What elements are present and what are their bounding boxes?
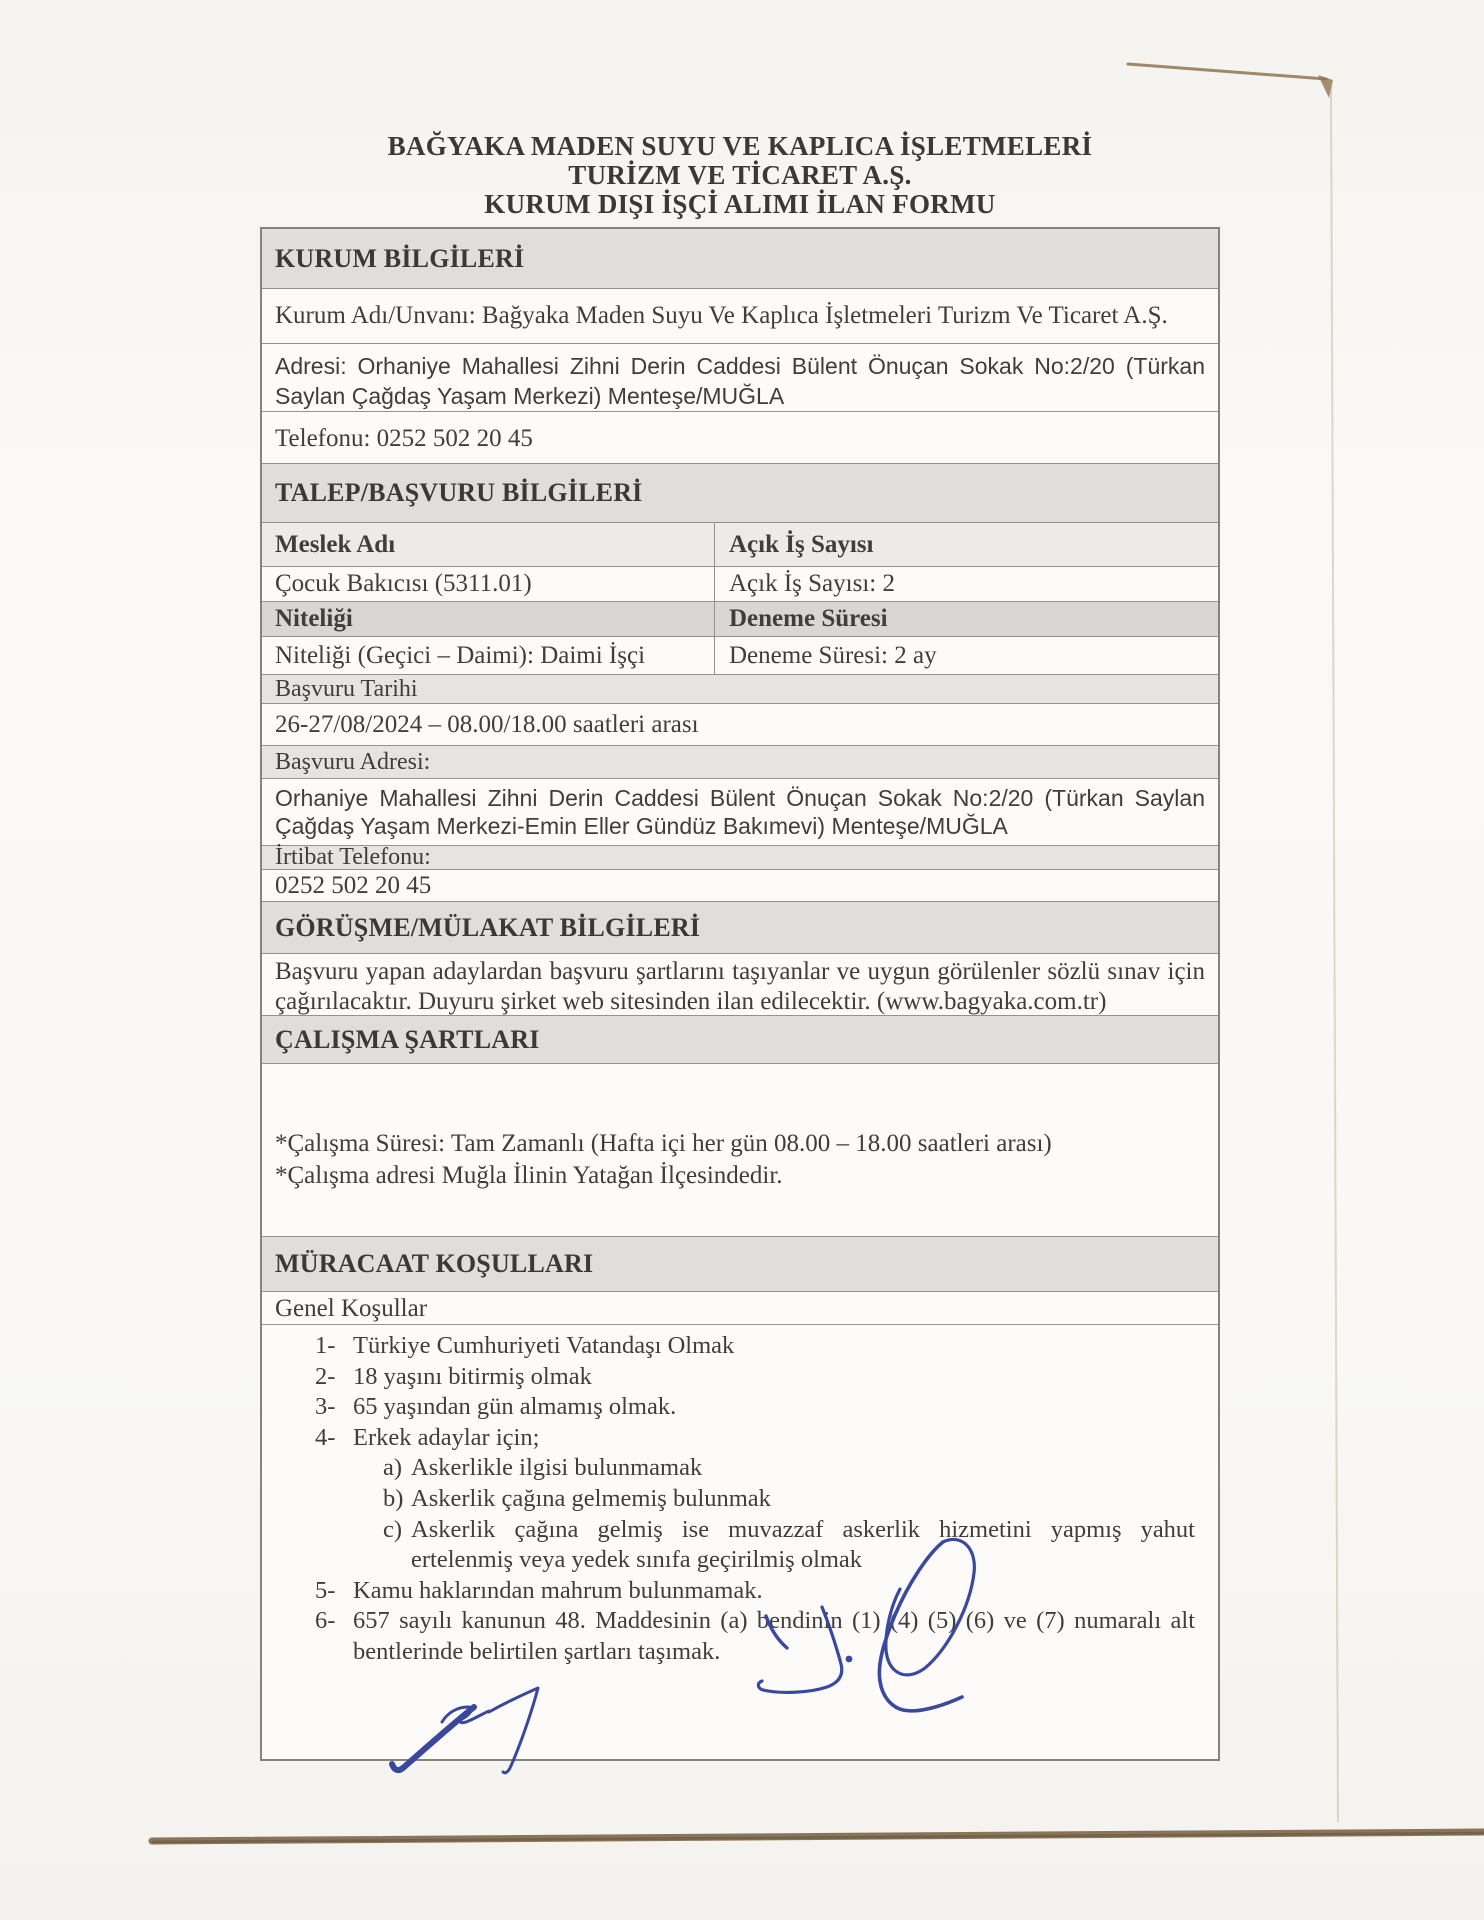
item-text: Kamu haklarından mahrum bulunmamak. xyxy=(353,1576,763,1604)
grid-header-row-1 xyxy=(262,523,1218,567)
paper-edge-bottom xyxy=(152,1832,1484,1842)
document-title xyxy=(240,132,1240,219)
subitem-text: Askerlik çağına gelmiş ise muvazzaf askerlik hizmetini yapmış yahut ertelenmiş veya yedek sınıfa geçirilmiş olmak xyxy=(411,1515,1195,1574)
basvuru-adresi-value-row xyxy=(262,779,1218,846)
title-line-2: TURİZM VE TİCARET A.Ş. xyxy=(568,160,912,190)
paper-edge-right xyxy=(1331,84,1338,1822)
kurum-address-row xyxy=(262,344,1218,412)
calisma-body-row xyxy=(262,1064,1218,1237)
basvuru-tarihi-value: 26-27/08/2024 – 08.00/18.00 saatleri arası xyxy=(275,710,699,738)
irtibat-telefonu-value: 0252 502 20 45 xyxy=(275,871,432,899)
acik-is-value-cell: Açık İş Sayısı: 2 xyxy=(714,567,1218,601)
section-header-talep-basvuru xyxy=(262,464,1218,523)
section-header-gorusme-mulakat xyxy=(262,902,1218,954)
item-number: 2- xyxy=(315,1362,336,1390)
basvuru-tarihi-label: Başvuru Tarihi xyxy=(275,675,418,702)
gorusme-body-text: Başvuru yapan adaylardan başvuru şartlarını taşıyanlar ve uygun görülenler sözlü sınav için çağırılacaktır. Duyuru şirket web sitesinden ilan edilecektir. (www.bagyaka.com.tr) xyxy=(275,958,1205,1015)
basvuru-tarihi-label-row xyxy=(262,675,1218,704)
item-text: 65 yaşından gün almamış olmak. xyxy=(353,1393,677,1421)
item-number: 3- xyxy=(315,1393,336,1421)
kurum-name-value: Kurum Adı/Unvanı: Bağyaka Maden Suyu Ve Kaplıca İşletmeleri Turizm Ve Ticaret A.Ş. xyxy=(275,302,1168,329)
acik-is-header-cell: Açık İş Sayısı xyxy=(714,523,1218,566)
irtibat-telefonu-value-row xyxy=(262,870,1218,902)
section-header-kurum-bilgileri xyxy=(262,229,1218,289)
item-number: 4- xyxy=(315,1423,336,1451)
section-title: GÖRÜŞME/MÜLAKAT BİLGİLERİ xyxy=(275,912,701,942)
list-item xyxy=(315,1392,1197,1423)
list-subitem xyxy=(383,1453,1197,1484)
section-title: KURUM BİLGİLERİ xyxy=(275,243,525,273)
kurum-address-value: Adresi: Orhaniye Mahallesi Zihni Derin Caddesi Bülent Önuçan Sokak No:2/20 (Türkan Saylan Çağdaş Yaşam Merkezi) Menteşe/MUĞLA xyxy=(275,353,1205,409)
list-item xyxy=(315,1423,1197,1454)
deneme-suresi-header-cell: Deneme Süresi xyxy=(714,602,1218,636)
grid-value-row-1 xyxy=(262,567,1218,602)
calisma-suresi-line: *Çalışma Süresi: Tam Zamanlı (Hafta içi her gün 08.00 – 18.00 saatleri arası) xyxy=(275,1130,1052,1157)
niteligi-value-cell: Niteliği (Geçici – Daimi): Daimi İşçi xyxy=(275,641,646,669)
list-item xyxy=(315,1362,1197,1393)
kurum-phone-value: Telefonu: 0252 502 20 45 xyxy=(275,425,533,452)
subitem-letter: c) xyxy=(383,1515,403,1543)
basvuru-adresi-label: Başvuru Adresi: xyxy=(275,748,431,775)
basvuru-tarihi-value-row xyxy=(262,704,1218,746)
genel-kosullar-label: Genel Koşullar xyxy=(275,1295,428,1322)
item-text: Türkiye Cumhuriyeti Vatandaşı Olmak xyxy=(353,1332,735,1359)
deneme-suresi-value-cell: Deneme Süresi: 2 ay xyxy=(714,637,1218,674)
kurum-name-row xyxy=(262,289,1218,344)
meslek-adi-header-cell: Meslek Adı xyxy=(262,523,714,566)
list-subitem xyxy=(383,1515,1197,1576)
kurum-phone-row xyxy=(262,412,1218,464)
subitem-letter: b) xyxy=(383,1484,404,1512)
item-number: 5- xyxy=(315,1576,336,1604)
meslek-adi-value-cell: Çocuk Bakıcısı (5311.01) xyxy=(275,570,532,597)
genel-kosullar-row xyxy=(262,1292,1218,1325)
grid-value-row-2 xyxy=(262,637,1218,675)
list-item xyxy=(315,1576,1197,1607)
item-text: Erkek adaylar için; xyxy=(353,1423,540,1451)
basvuru-adresi-label-row xyxy=(262,746,1218,779)
gorusme-body-row xyxy=(262,954,1218,1016)
list-item xyxy=(315,1331,1197,1362)
conditions-list xyxy=(275,1325,1205,1668)
item-number: 1- xyxy=(315,1332,336,1359)
title-line-1: BAĞYAKA MADEN SUYU VE KAPLICA İŞLETMELERİ xyxy=(387,131,1093,161)
subitem-letter: a) xyxy=(383,1454,403,1482)
subitem-text: Askerlikle ilgisi bulunmamak xyxy=(411,1454,703,1482)
grid-header-row-2 xyxy=(262,602,1218,637)
list-subitem xyxy=(383,1484,1197,1515)
item-text: 18 yaşını bitirmiş olmak xyxy=(353,1362,592,1390)
item-text: 657 sayılı kanunun 48. Maddesinin (a) bendinin (1) (4) (5) (6) ve (7) numaralı alt bentlerinde belirtilen şartları taşımak. xyxy=(353,1607,1195,1665)
item-number: 6- xyxy=(315,1607,336,1635)
irtibat-telefonu-label: İrtibat Telefonu: xyxy=(275,844,431,870)
irtibat-telefonu-label-row xyxy=(262,846,1218,870)
section-header-calisma-sartlari xyxy=(262,1016,1218,1064)
subitem-text: Askerlik çağına gelmemiş bulunmak xyxy=(411,1484,771,1512)
section-title: TALEP/BAŞVURU BİLGİLERİ xyxy=(275,478,643,507)
paper-corner-mark xyxy=(1128,64,1333,98)
form-table xyxy=(260,227,1220,1761)
calisma-adresi-line: *Çalışma adresi Muğla İlinin Yatağan İlçesindedir. xyxy=(275,1162,783,1189)
section-title: MÜRACAAT KOŞULLARI xyxy=(275,1249,594,1278)
list-item xyxy=(315,1606,1197,1667)
section-title: ÇALIŞMA ŞARTLARI xyxy=(275,1024,540,1054)
niteligi-header-cell: Niteliği xyxy=(262,602,714,636)
basvuru-adresi-value: Orhaniye Mahallesi Zihni Derin Caddesi Bülent Önuçan Sokak No:2/20 (Türkan Saylan Çağdaş Yaşam Merkezi-Emin Eller Gündüz Bakımevi) Menteşe/MUĞLA xyxy=(275,785,1205,839)
section-header-muracaat-kosullari xyxy=(262,1237,1218,1292)
title-line-3: KURUM DIŞI İŞÇİ ALIMI İLAN FORMU xyxy=(484,189,996,219)
conditions-list-row xyxy=(262,1325,1218,1759)
